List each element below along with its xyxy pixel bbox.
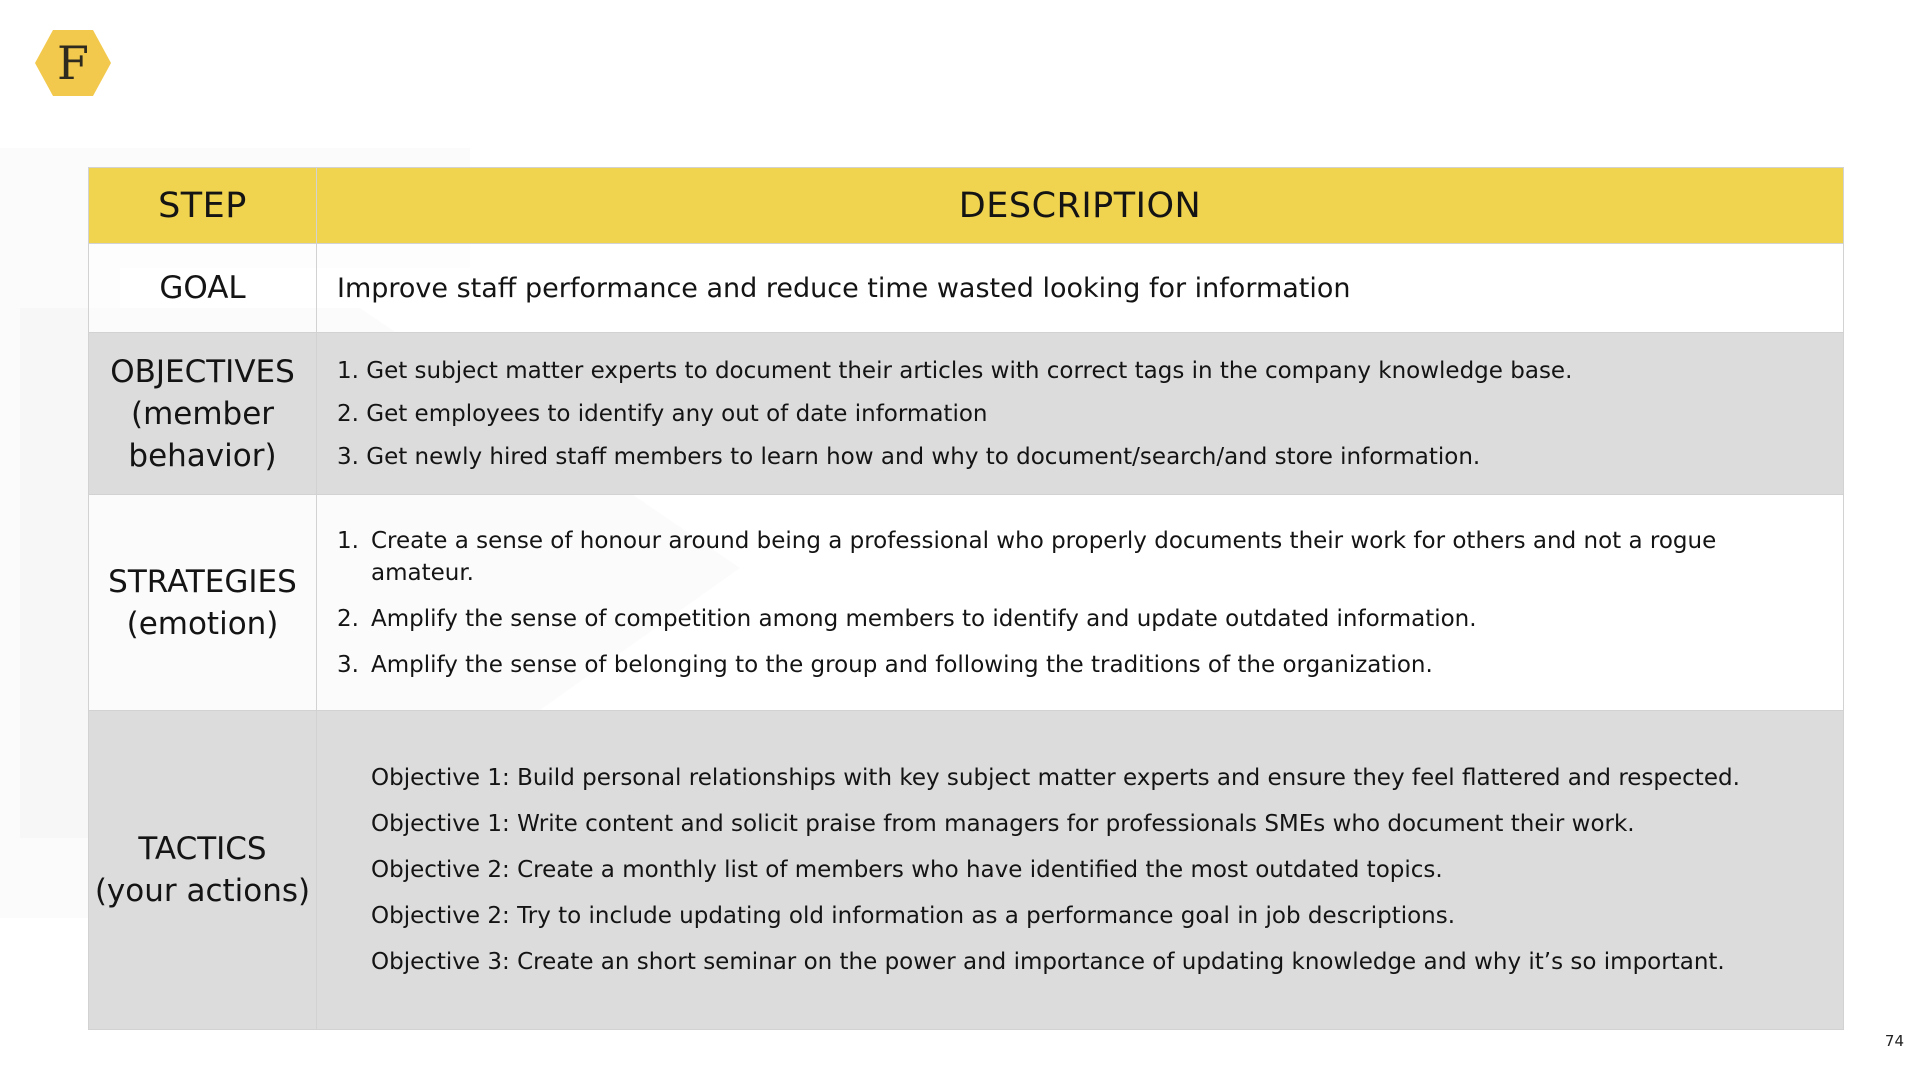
objective-item: 1. Get subject matter experts to document their articles with correct tags in the company knowledge base. (337, 357, 1573, 384)
strategy-table (88, 167, 1844, 1030)
strategy-text: Amplify the sense of belonging to the group and following the traditions of the organization. (371, 651, 1433, 678)
table-row-tactics (89, 711, 1844, 1030)
step-objectives (89, 333, 317, 495)
strategy-item (337, 525, 1813, 589)
tactic-item: Objective 1: Write content and solicit praise from managers for professionals SMEs who document their work. (371, 811, 1635, 837)
step-tactics (89, 711, 317, 1030)
strategy-text: Amplify the sense of competition among members to identify and update outdated information. (371, 605, 1477, 632)
header-step: STEP (89, 168, 317, 244)
page-number: 74 (1884, 1032, 1904, 1050)
table-row-strategies (89, 495, 1844, 711)
table-row-objectives (89, 333, 1844, 495)
tactic-item: Objective 2: Try to include updating old information as a performance goal in job descriptions. (371, 903, 1456, 929)
tactics-description (317, 711, 1844, 1030)
tactic-item: Objective 1: Build personal relationships with key subject matter experts and ensure they feel flattered and respected. (371, 765, 1740, 791)
strategy-text: Create a sense of honour around being a professional who properly documents their work for others and not a rogue amateur. (371, 527, 1717, 586)
objectives-description (317, 333, 1844, 495)
step-objectives-line-3: behavior) (128, 437, 277, 474)
table-header-row (89, 168, 1844, 244)
tactic-item: Objective 3: Create an short seminar on the power and importance of updating knowledge and why it’s so important. (371, 949, 1725, 975)
objective-item: 2. Get employees to identify any out of date information (337, 400, 988, 427)
step-strategies-line-2: (emotion) (126, 605, 279, 642)
table-row-goal (89, 244, 1844, 333)
step-tactics-line-1: TACTICS (138, 831, 267, 867)
step-goal (89, 244, 317, 333)
step-objectives-line-2: (member (130, 395, 275, 432)
f-hexagon-logo (33, 28, 113, 98)
step-objectives-line-1: OBJECTIVES (110, 353, 295, 390)
strategy-item (337, 649, 1813, 681)
strategy-number: 2. (337, 605, 359, 632)
svg-text:F: F (57, 36, 89, 90)
goal-description (317, 244, 1844, 333)
tactic-item: Objective 2: Create a monthly list of members who have identified the most outdated topics. (371, 857, 1443, 883)
strategy-item (337, 603, 1813, 635)
strategies-description (317, 495, 1844, 711)
step-strategies (89, 495, 317, 711)
step-strategies-line-1: STRATEGIES (108, 563, 297, 600)
strategy-number: 1. (337, 527, 359, 554)
tactics-list (337, 763, 1813, 977)
strategies-list (337, 525, 1813, 681)
header-description: DESCRIPTION (317, 168, 1844, 244)
step-goal-line: GOAL (159, 270, 246, 306)
goal-text: Improve staff performance and reduce time wasted looking for information (337, 272, 1351, 304)
objectives-list (337, 357, 1813, 471)
strategy-number: 3. (337, 651, 359, 678)
objective-item: 3. Get newly hired staff members to learn how and why to document/search/and store information. (337, 443, 1481, 470)
step-tactics-line-2: (your actions) (94, 873, 311, 909)
